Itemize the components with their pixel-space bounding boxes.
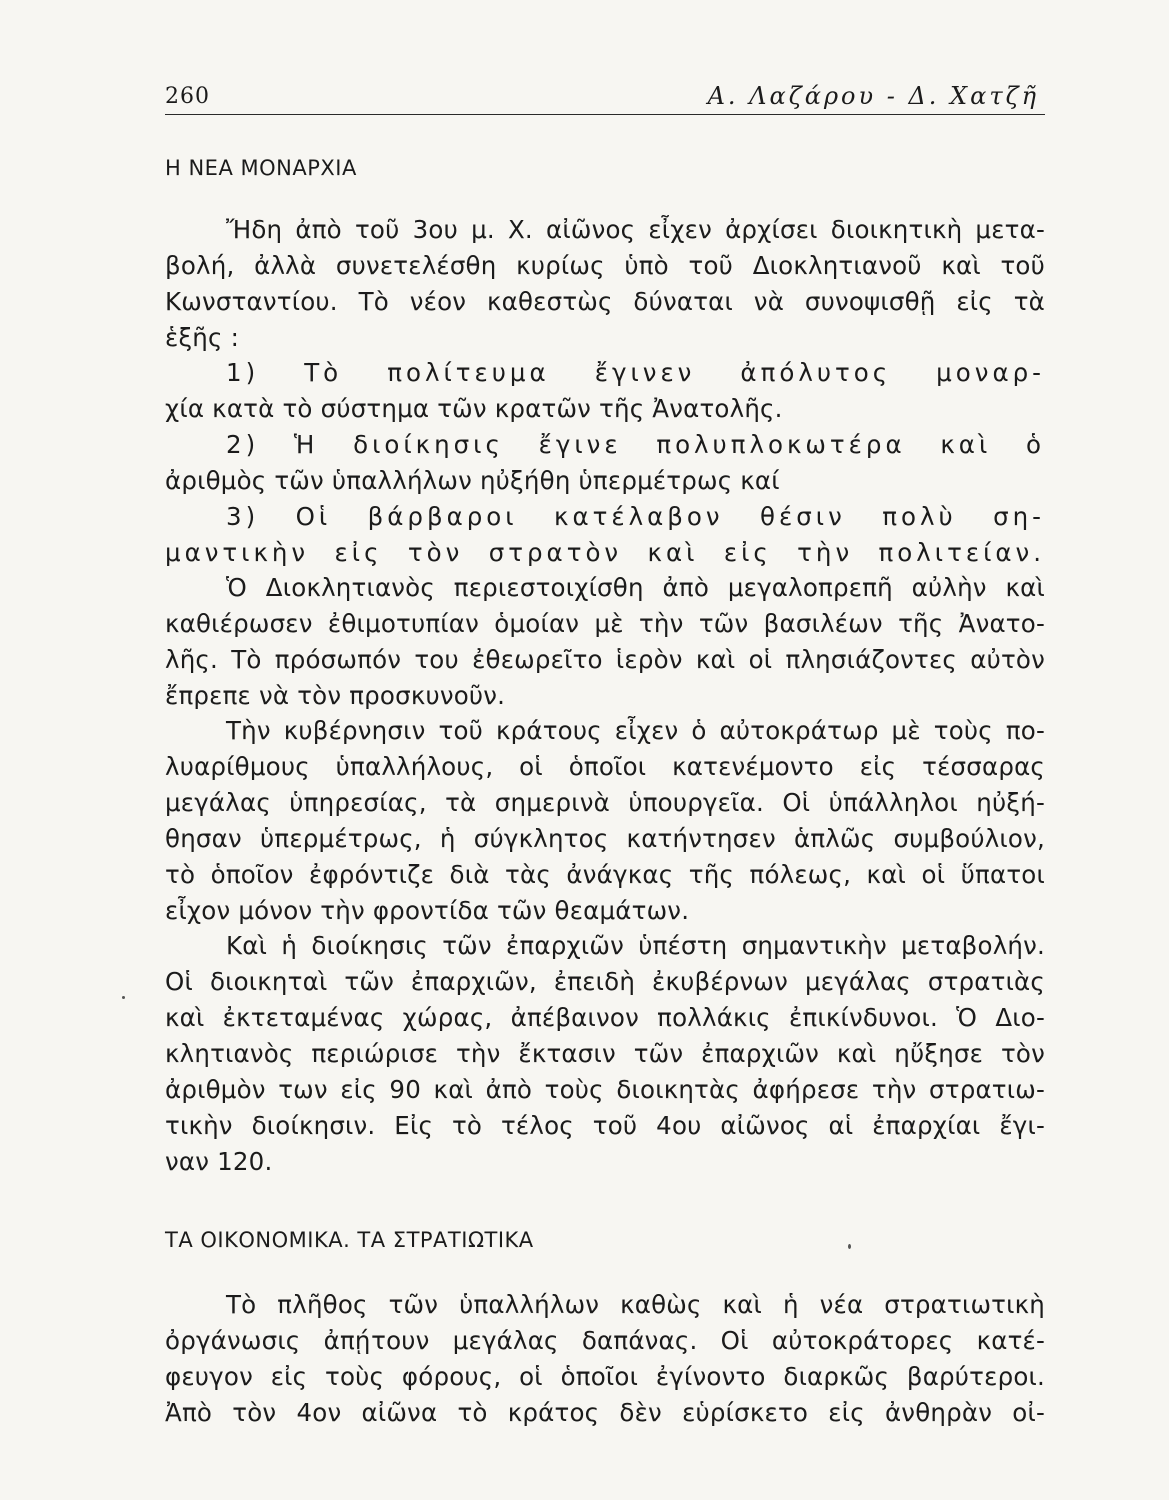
text-line: εἶχον μόνον τὴν φροντίδα τῶν θεαμάτων. (165, 896, 690, 925)
text-line: Καὶ ἡ διοίκησις τῶν ἐπαρχιῶν ὑπέστη σημαντικὴν μεταβολήν. (226, 931, 1045, 960)
text-line: φευγον εἰς τοὺς φόρους, οἱ ὁποῖοι ἐγίνοντο διαρκῶς βαρύτεροι. (165, 1362, 1045, 1391)
text-line: Οἱ διοικηταὶ τῶν ἐπαρχιῶν, ἐπειδὴ ἐκυβέρνων μεγάλας στρατιὰς (165, 967, 1045, 996)
text-line: καθιέρωσεν ἐθιμοτυπίαν ὁμοίαν μὲ τὴν τῶν βασιλέων τῆς Ἀνατο- (165, 609, 1045, 638)
section-heading-economics-military: ΤΑ ΟΙΚΟΝΟΜΙΚΑ. ΤΑ ΣΤΡΑΤΙΩΤΙΚΑ (165, 1228, 534, 1252)
text-line: Ἤδη ἀπὸ τοῦ 3ου μ. Χ. αἰῶνος εἶχεν ἀρχίσει διοικητικὴ μετα- (226, 215, 1045, 244)
text-line: καὶ ἐκτεταμένας χώρας, ἀπέβαινον πολλάκις ἐπικίνδυνοι. Ὁ Διο- (165, 1003, 1045, 1032)
text-line: μαντικὴν εἰς τὸν στρατὸν καὶ εἰς τὴν πολιτείαν. (165, 538, 1045, 567)
text-line: Ὁ Διοκλητιανὸς περιεστοιχίσθη ἀπὸ μεγαλοπρεπῆ αὐλὴν καὶ (226, 573, 1045, 602)
text-line: Κωνσταντίου. Τὸ νέον καθεστὼς δύναται νὰ συνοψισθῇ εἰς τὰ (165, 287, 1045, 316)
scan-speck (122, 996, 125, 999)
text-line: κλητιανὸς περιώρισε τὴν ἔκτασιν τῶν ἐπαρχιῶν καὶ ηὔξησε τὸν (165, 1039, 1045, 1068)
text-line: τὸ ὁποῖον ἐφρόντιζε διὰ τὰς ἀνάγκας τῆς πόλεως, καὶ οἱ ὕπατοι (165, 860, 1045, 889)
text-line: ἀριθμὸς τῶν ὑπαλλήλων ηὐξήθη ὑπερμέτρως καί (165, 466, 780, 495)
text-line: βολή, ἀλλὰ συνετελέσθη κυρίως ὑπὸ τοῦ Διοκλητιανοῦ καὶ τοῦ (165, 251, 1045, 280)
text-line: μεγάλας ὑπηρεσίας, τὰ σημερινὰ ὑπουργεῖα. Οἱ ὑπάλληλοι ηὐξή- (165, 788, 1045, 817)
text-line: ἀριθμὸν των εἰς 90 καὶ ἀπὸ τοὺς διοικητὰς ἀφήρεσε τὴν στρατιω- (165, 1075, 1045, 1104)
text-line: τικὴν διοίκησιν. Εἰς τὸ τέλος τοῦ 4ου αἰῶνος αἱ ἐπαρχίαι ἔγι- (165, 1111, 1045, 1140)
text-line: θησαν ὑπερμέτρως, ἡ σύγκλητος κατήντησεν ἁπλῶς συμβούλιον, (165, 824, 1045, 853)
text-line: Τὴν κυβέρνησιν τοῦ κράτους εἶχεν ὁ αὐτοκράτωρ μὲ τοὺς πο- (226, 716, 1045, 745)
page-header (165, 80, 1045, 115)
text-line: ἔπρεπε νὰ τὸν προσκυνοῦν. (165, 681, 506, 710)
text-line: χία κατὰ τὸ σύστημα τῶν κρατῶν τῆς Ἀνατολῆς. (165, 394, 783, 423)
list-item-2: 2) Ἡ διοίκησις ἔγινε πολυπλοκωτέρα καὶ ὁ (226, 430, 1045, 459)
section-heading-new-monarchy: Η ΝΕΑ ΜΟΝΑΡΧΙΑ (165, 156, 357, 180)
text-line: ναν 120. (165, 1147, 273, 1176)
running-head: Α. Λαζάρου - Δ. Χατζῆ (707, 82, 1039, 110)
scan-speck (848, 1244, 851, 1249)
text-line: λῆς. Τὸ πρόσωπόν του ἐθεωρεῖτο ἱερὸν καὶ οἱ πλησιάζοντες αὐτὸν (165, 645, 1045, 674)
text-line: λυαρίθμους ὑπαλλήλους, οἱ ὁποῖοι κατενέμοντο εἰς τέσσαρας (165, 752, 1045, 781)
list-item-1: 1) Τὸ πολίτευμα ἔγινεν ἀπόλυτος μοναρ- (226, 358, 1045, 387)
page-number: 260 (165, 84, 210, 109)
text-line: ὀργάνωσις ἀπῄτουν μεγάλας δαπάνας. Οἱ αὐτοκράτορες κατέ- (165, 1326, 1045, 1355)
text-line: Ἀπὸ τὸν 4ον αἰῶνα τὸ κράτος δὲν εὑρίσκετο εἰς ἀνθηρὰν οἰ- (165, 1398, 1045, 1427)
list-item-3: 3) Οἱ βάρβαροι κατέλαβον θέσιν πολὺ ση- (226, 502, 1045, 531)
text-line: Τὸ πλῆθος τῶν ὑπαλλήλων καθὼς καὶ ἡ νέα στρατιωτικὴ (226, 1290, 1045, 1319)
text-line: ἑξῆς : (165, 323, 240, 352)
